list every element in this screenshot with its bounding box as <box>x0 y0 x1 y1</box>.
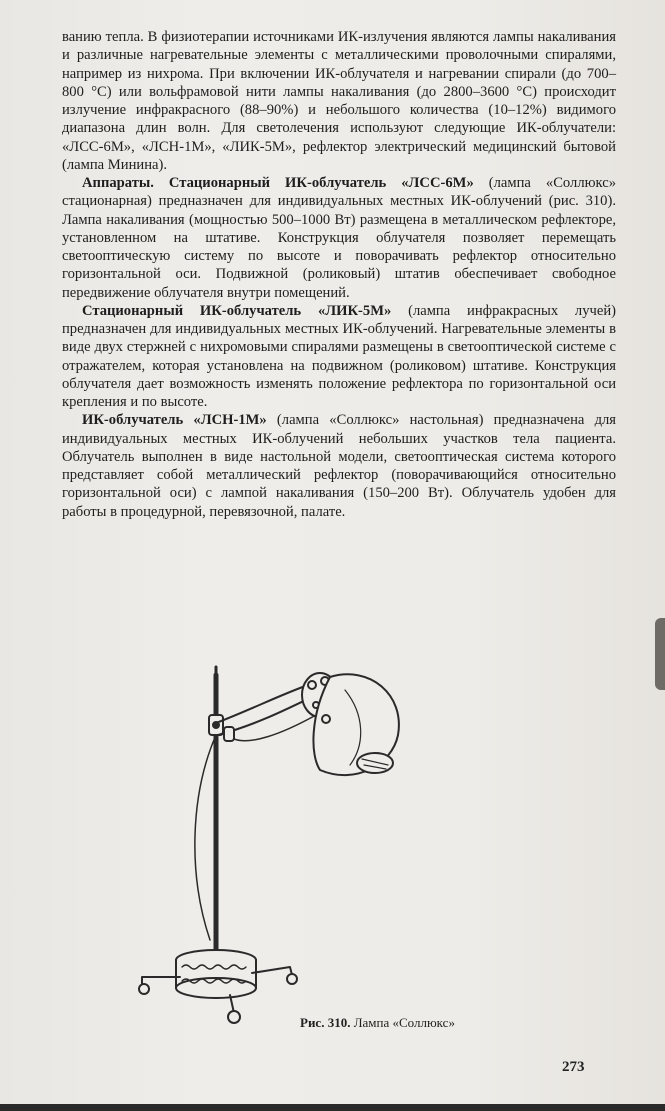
body-text <box>62 28 616 521</box>
paragraph-2 <box>62 174 616 302</box>
scan-bottom-edge <box>0 1104 665 1111</box>
paragraph-4 <box>62 411 616 521</box>
paragraph-2-heading: Аппараты. Стационарный ИК-облучатель «ЛСС-6М» <box>82 175 474 191</box>
paragraph-4-text: (лампа «Соллюкс» настольная) предназначена для индивидуальных местных ИК-облучений небольших участков тела пациента. Облучатель выполнен в виде настольной модели, светооптическая система которого представляет собой металлический рефлектор (поворачивающийся относительно горизонтальной оси) с лампой накаливания (150–200 Вт). Облучатель удобен для работы в процедурной, перевязочной, палате. <box>62 412 616 520</box>
sollux-lamp-illustration <box>130 655 430 1035</box>
figure-caption-text: Лампа «Соллюкс» <box>350 1015 455 1030</box>
figure-caption-label: Рис. 310. <box>300 1015 351 1030</box>
paragraph-3 <box>62 302 616 412</box>
paragraph-4-heading: ИК-облучатель «ЛСН-1М» <box>82 412 267 429</box>
paragraph-3-heading: Стационарный ИК-облучатель «ЛИК-5М» <box>82 302 392 319</box>
figure-caption <box>300 1015 455 1031</box>
paragraph-3-text: (лампа инфракрасных лучей) предназначен для индивидуальных местных ИК-облучений. Нагревательные элементы в виде двух стержней с нихромовыми спиралями размещены в светооптической системе с отражателем, которая установлена на подвижном (роликовом) штативе. Конструкция облучателя дает возможность изменять положение рефлектора по горизонтальной оси крепления и по высоте. <box>62 302 616 410</box>
page-number: 273 <box>562 1059 585 1075</box>
page-edge-tab <box>655 618 665 690</box>
paragraph-2-text: (лампа «Соллюкс» стационарная) предназначен для индивидуальных местных ИК-облучений (рис. 310). Лампа накаливания (мощностью 500–1000 Вт) размещена в металлическом рефлекторе, установленном на штативе. Конструкция облучателя позволяет перемещать светооптическую систему по высоте и поворачивать рефлектор относительно горизонтальной оси. Подвижной (роликовый) штатив обеспечивает свободное передвижение облучателя внутри помещений. <box>62 175 617 301</box>
paragraph-1: ванию тепла. В физиотерапии источниками ИК-излучения являются лампы накаливания и различные нагревательные элементы с металлическими проволочными спиралями, например из нихрома. При включении ИК-облучателя и нагревании спирали (до 700–800 °С) или вольфрамовой нити лампы накаливания (до 2800–3600 °С) происходит излучение инфракрасного (88–90%) и небольшого количества (10–12%) видимого диапазона длин волн. Для светолечения используют следующие ИК-облучатели: «ЛСС-6М», «ЛСН-1М», «ЛИК-5М», рефлектор электрический медицинский бытовой (лампа Минина). <box>62 29 616 173</box>
